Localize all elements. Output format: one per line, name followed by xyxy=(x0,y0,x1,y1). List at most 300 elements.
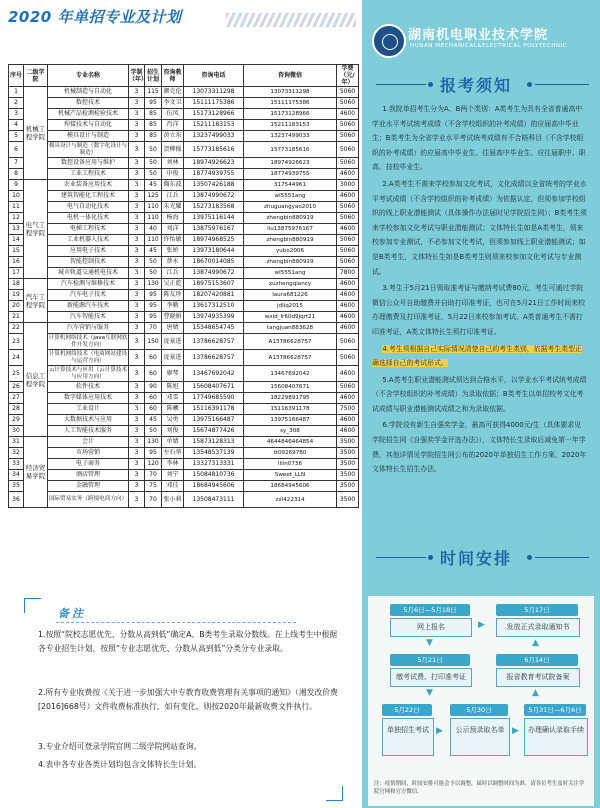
contact-phone-cell: 13548537139 xyxy=(184,448,244,459)
enrollment-plan-cell: 50 xyxy=(145,169,162,180)
arrow-down-icon: ▼ xyxy=(426,638,433,648)
contact-wechat-cell: 15608407671 xyxy=(244,382,337,393)
tuition-cell: 7800 xyxy=(337,268,359,279)
table-row xyxy=(9,235,359,246)
contact-phone-cell: 18974968525 xyxy=(184,235,244,246)
tuition-cell: 5060 xyxy=(337,235,359,246)
tuition-cell: 7500 xyxy=(337,404,359,415)
row-number-cell: 10 xyxy=(9,191,24,202)
contact-teacher-cell: 左石华 xyxy=(162,448,184,459)
contact-wechat-cell: jdliq2015 xyxy=(244,301,337,312)
duration-cell: 3 xyxy=(129,448,145,459)
contact-wechat-cell: lilin0736 xyxy=(244,459,337,470)
enrollment-plan-cell: 95 xyxy=(145,312,162,323)
row-number-cell: 22 xyxy=(9,323,24,334)
duration-cell: 3 xyxy=(129,191,145,202)
table-row xyxy=(9,312,359,323)
tuition-cell: 3500 xyxy=(337,437,359,448)
contact-wechat-cell: 18684945606 xyxy=(244,481,337,492)
header-cell: 学费（元/年） xyxy=(337,65,359,87)
contact-wechat-cell: 18974926623 xyxy=(244,158,337,169)
duration-cell: 3 xyxy=(129,312,145,323)
row-number-cell: 30 xyxy=(9,426,24,437)
contact-wechat-cell: 13073311298 xyxy=(244,87,337,98)
timeline-date: 5月30日 xyxy=(450,704,508,716)
contact-teacher-cell: 唐婧 xyxy=(162,323,184,334)
contact-phone-cell: 13975116144 xyxy=(184,213,244,224)
contact-teacher-cell: 刘宁 xyxy=(162,470,184,481)
table-row xyxy=(9,323,359,334)
contact-phone-cell: 15211183153 xyxy=(184,120,244,131)
contact-teacher-cell: 陶东波 xyxy=(162,180,184,191)
contact-phone-cell: 18684945606 xyxy=(184,481,244,492)
duration-cell: 3 xyxy=(129,87,145,98)
enrollment-plan-cell: 95 xyxy=(145,290,162,301)
contact-phone-cell: 18207420881 xyxy=(184,290,244,301)
contact-phone-cell: 18974926623 xyxy=(184,158,244,169)
contact-wechat-cell: 18229891795 xyxy=(244,393,337,404)
rule-item: 5.A类考生职业潜能测试须达到合格水平，以学业水平考试统考成绩（不含学校组织的补考成绩）为录取依据；B类考生以单招校考文化考试成绩与职业潜能测试成绩之和为录取依据。 xyxy=(372,375,587,413)
enrollment-plan-cell: 75 xyxy=(145,481,162,492)
table-row xyxy=(9,470,359,481)
arrow-right-icon: ▶ xyxy=(512,726,519,736)
page-title: 2020 年单招专业及计划 xyxy=(8,8,182,26)
contact-teacher-cell: 伍凤 xyxy=(162,109,184,120)
enrollment-plan-cell: 60 xyxy=(145,393,162,404)
duration-cell: 3 xyxy=(129,415,145,426)
tuition-cell: 4600 xyxy=(337,191,359,202)
duration-cell: 3 xyxy=(129,481,145,492)
duration-cell: 3 xyxy=(129,213,145,224)
contact-teacher-cell: 张小莉 xyxy=(162,492,184,508)
enrollment-plan-cell: 45 xyxy=(145,415,162,426)
row-number-cell: 18 xyxy=(9,279,24,290)
duration-cell: 3 xyxy=(129,350,145,366)
tuition-cell: 5060 xyxy=(337,246,359,257)
row-number-cell: 2 xyxy=(9,98,24,109)
tuition-cell: 3500 xyxy=(337,492,359,508)
table-row xyxy=(9,202,359,213)
row-number-cell: 35 xyxy=(9,481,24,492)
table-header-row xyxy=(9,65,359,87)
tuition-cell: 5060 xyxy=(337,158,359,169)
row-number-cell: 17 xyxy=(9,268,24,279)
table-row xyxy=(9,350,359,366)
duration-cell: 3 xyxy=(129,268,145,279)
tuition-cell: 3000 xyxy=(337,180,359,191)
notes-title: 备注 xyxy=(58,607,86,620)
contact-wechat-cell: 15111175386 xyxy=(244,98,337,109)
contact-phone-cell: 13617312510 xyxy=(184,301,244,312)
contact-teacher-cell: 江兵 xyxy=(162,268,184,279)
college-logo xyxy=(372,24,594,62)
duration-cell: 3 xyxy=(129,169,145,180)
tuition-cell: 5060 xyxy=(337,87,359,98)
plan-table xyxy=(8,64,359,508)
tuition-cell: 3500 xyxy=(337,459,359,470)
contact-teacher-cell: 单婧 xyxy=(162,437,184,448)
timeline-title-line-right xyxy=(535,557,589,558)
table-row xyxy=(9,448,359,459)
major-name-cell: 数控技术 xyxy=(48,98,129,109)
timeline-step: 网上报名 xyxy=(390,618,472,637)
row-number-cell: 16 xyxy=(9,257,24,268)
major-name-cell: 国际贸易实务（跨境电商方向） xyxy=(48,492,129,508)
row-number-cell: 26 xyxy=(9,382,24,393)
college-cell: 汽车工程学院 xyxy=(24,279,48,323)
major-name-cell: 数字媒体应用技术 xyxy=(48,393,129,404)
contact-wechat-cell: xuzhengqiancy xyxy=(244,279,337,290)
row-number-cell: 28 xyxy=(9,404,24,415)
duration-cell: 3 xyxy=(129,382,145,393)
major-name-cell: 金融管理 xyxy=(48,481,129,492)
major-name-cell: 应用电子技术 xyxy=(48,246,129,257)
enrollment-plan-cell: 50 xyxy=(145,158,162,169)
contact-phone-cell: 13974935399 xyxy=(184,312,244,323)
arrow-up-icon: ▲ xyxy=(532,638,539,648)
row-number-cell: 33 xyxy=(9,459,24,470)
table-row xyxy=(9,481,359,492)
duration-cell: 3 xyxy=(129,301,145,312)
row-number-cell: 36 xyxy=(9,492,24,508)
contact-teacher-cell: 李勤 xyxy=(162,301,184,312)
college-cell: 电气工程学院 xyxy=(24,180,48,279)
duration-cell: 3 xyxy=(129,142,145,158)
contact-teacher-cell: 申俊 xyxy=(162,169,184,180)
notes-corner-top-left xyxy=(24,598,41,613)
college-name-en: HUNAN MECHANICAL&ELECTRICAL POLYTECHNIC xyxy=(410,43,568,49)
enrollment-plan-cell: 120 xyxy=(145,459,162,470)
timeline-date: 5月31日—6月6日 xyxy=(524,704,586,716)
contact-teacher-cell: 吴勇 xyxy=(162,415,184,426)
enrollment-plan-cell: 60 xyxy=(145,350,162,366)
table-row xyxy=(9,98,359,109)
major-name-cell: 新能源汽车技术 xyxy=(48,301,129,312)
enrollment-plan-cell: 115 xyxy=(145,87,162,98)
timeline-step: 报省教育考试院备案 xyxy=(496,668,580,687)
contact-wechat-cell: A13786628757 xyxy=(244,334,337,350)
enrollment-plan-cell: 50 xyxy=(145,426,162,437)
contact-phone-cell: 15173128966 xyxy=(184,109,244,120)
row-number-cell: 25 xyxy=(9,366,24,382)
row-number-cell: 29 xyxy=(9,415,24,426)
enrollment-plan-cell: 110 xyxy=(145,202,162,213)
contact-phone-cell: 15348654745 xyxy=(184,323,244,334)
arrow-down-icon: ▼ xyxy=(426,688,433,698)
enrollment-plan-cell: 85 xyxy=(145,109,162,120)
contact-phone-cell: 13467692042 xyxy=(184,366,244,382)
duration-cell: 3 xyxy=(129,393,145,404)
major-name-cell: 大数据技术与应用 xyxy=(48,415,129,426)
enrollment-plan-cell: 125 xyxy=(145,191,162,202)
row-number-cell: 9 xyxy=(9,180,24,191)
timeline-date: 5月6日—5月18日 xyxy=(390,604,470,616)
contact-teacher-cell: 邓雪 xyxy=(162,393,184,404)
row-number-cell: 14 xyxy=(9,235,24,246)
duration-cell: 3 xyxy=(129,257,145,268)
major-name-cell: 数控设备应用与维护 xyxy=(48,158,129,169)
timeline-panel xyxy=(368,596,594,806)
contact-phone-cell: 13786628757 xyxy=(184,334,244,350)
contact-phone-cell: 13874990672 xyxy=(184,268,244,279)
row-number-cell: 7 xyxy=(9,158,24,169)
table-row xyxy=(9,169,359,180)
enrollment-plan-cell: 45 xyxy=(145,246,162,257)
row-number-cell: 27 xyxy=(9,393,24,404)
tuition-cell: 5060 xyxy=(337,350,359,366)
contact-wechat-cell: laura681226 xyxy=(244,290,337,301)
tuition-cell: 4600 xyxy=(337,279,359,290)
header-cell: 咨询教师 xyxy=(162,65,184,87)
timeline-step: 办理确认录取手续 xyxy=(524,718,588,756)
timeline-step: 公示预录取名单 xyxy=(450,718,510,756)
contact-phone-cell: 13875976167 xyxy=(184,224,244,235)
header-cell: 学制（年） xyxy=(129,65,145,87)
enrollment-plan-cell: 60 xyxy=(145,404,162,415)
enrollment-plan-cell: 130 xyxy=(145,437,162,448)
duration-cell: 3 xyxy=(129,158,145,169)
enrollment-plan-cell: 90 xyxy=(145,382,162,393)
enrollment-plan-cell: 110 xyxy=(145,235,162,246)
note-item: 2.所有专业收费按《关于进一步加强大中专教育收费管理有关事项的通知》（湘发改价费[2016]668号）文件收费标准执行，如有变化，则按2020年最新收费文件执行。 xyxy=(38,688,338,711)
duration-cell: 3 xyxy=(129,459,145,470)
contact-phone-cell: 13975166487 xyxy=(184,415,244,426)
rules-title-dot-left xyxy=(428,82,433,87)
timeline-date: 6月14日 xyxy=(496,654,578,666)
college-name-cn: 湖南机电职业技术学院 xyxy=(408,28,549,43)
contact-wechat-cell: 15116391178 xyxy=(244,404,337,415)
table-row xyxy=(9,301,359,312)
table-row xyxy=(9,437,359,448)
contact-teacher-cell: 李林 xyxy=(162,459,184,470)
tuition-cell: 4600 xyxy=(337,312,359,323)
college-cell: 信息工程学院 xyxy=(24,323,48,437)
contact-teacher-cell: 吴正乾 xyxy=(162,279,184,290)
contact-phone-cell: 15873128313 xyxy=(184,437,244,448)
rule-item: 2.A类考生不需来学校参加文化考试，文化成绩以全省统考的学业水平考试成绩（不含学校组织的补考成绩）为依据认定，但须参加学校组织的线上职业潜能测试（具体操作办法届时见学院招生网）；B类考生须来学校参加文化考试与职业潜能测试；文体特长生如是A类考生，须来校参加专业测试，不必参加文化考试，但须参加线上职业潜能测试；如是B类考生，文体特长生如是B类考生则须来校参加文化考试与专业测试。 xyxy=(372,179,587,276)
contact-teacher-cell: 庞景进 xyxy=(162,334,184,350)
contact-wechat-cell: wxid_lr60d9jqrt21 xyxy=(244,312,337,323)
contact-phone-cell: 15111175386 xyxy=(184,98,244,109)
contact-phone-cell: 13327313331 xyxy=(184,459,244,470)
contact-phone-cell: 18670014085 xyxy=(184,257,244,268)
enrollment-plan-cell: 40 xyxy=(145,224,162,235)
contact-teacher-cell: 蔡永 xyxy=(162,257,184,268)
tuition-cell: 4600 xyxy=(337,366,359,382)
tuition-cell: 4600 xyxy=(337,393,359,404)
table-row xyxy=(9,459,359,470)
contact-phone-cell: 15773185616 xyxy=(184,142,244,158)
row-number-cell: 20 xyxy=(9,301,24,312)
duration-cell: 3 xyxy=(129,224,145,235)
contact-phone-cell: 13973180644 xyxy=(184,246,244,257)
contact-teacher-cell: 朱光耀 xyxy=(162,202,184,213)
rule-item: 1.我院单招考生分为A、B两个类别：A类考生为具有全省普通高中学业水平考试统考成绩（不含学校组织的补考成绩）的应届高中毕业生；B类考生为全省学业水平考试统考成绩有不合格科目（不含学校组织的补考成绩）的应届高中毕业生、往届高中毕业生、应往届职中、职高、技校毕业生。 xyxy=(372,105,586,172)
duration-cell: 3 xyxy=(129,109,145,120)
contact-wechat-cell: 15773185616 xyxy=(244,142,337,158)
contact-wechat-cell: Sweet_LLN xyxy=(244,470,337,481)
contact-phone-cell: 13508473111 xyxy=(184,492,244,508)
row-number-cell: 12 xyxy=(9,213,24,224)
duration-cell: 3 xyxy=(129,235,145,246)
contact-teacher-cell: 贺柳操 xyxy=(162,142,184,158)
rules-body xyxy=(372,102,587,479)
duration-cell: 3 xyxy=(129,492,145,508)
major-name-cell: 模具设计与制造 xyxy=(48,131,129,142)
table-row xyxy=(9,290,359,301)
timeline-date: 5月17日 xyxy=(496,604,578,616)
contact-teacher-cell: 肖洋 xyxy=(162,120,184,131)
timeline-step: 发放正式录取通知书 xyxy=(496,618,580,637)
table-row xyxy=(9,246,359,257)
table-row xyxy=(9,404,359,415)
timeline-date: 5月21日 xyxy=(390,654,470,666)
tuition-cell: 5060 xyxy=(337,142,359,158)
contact-phone-cell: 17749685590 xyxy=(184,393,244,404)
major-name-cell: 电气自动化技术 xyxy=(48,202,129,213)
tuition-cell: 5060 xyxy=(337,257,359,268)
contact-teacher-cell: 张娇 xyxy=(162,246,184,257)
major-name-cell: 农业装备应用技术 xyxy=(48,180,129,191)
major-name-cell: 工业机器人技术 xyxy=(48,235,129,246)
note-item: 1.按照“院校志愿优先、分数从高到低”确定A、B类考生录取分数线。在上线考生中根据各专业招生计划，按照“专业志愿优先、分数从高到低”分类分专业录取。 xyxy=(38,630,338,653)
major-name-cell: 汽车检测与维修技术 xyxy=(48,279,129,290)
duration-cell: 3 xyxy=(129,437,145,448)
row-number-cell: 4 xyxy=(9,120,24,131)
tuition-cell: 4600 xyxy=(337,109,359,120)
major-name-cell: 计算机网络技术（java互联网软件开发方向） xyxy=(48,334,128,348)
major-name-cell: 汽车智能技术 xyxy=(48,312,129,323)
note-item: 4.表中各专业各类计划均包含文体特长生计划。 xyxy=(38,760,202,769)
major-name-cell: 机械产品检测检验技术 xyxy=(48,109,129,120)
timeline-note: 注：疫情期间，时间安排可能会予以调整，届时以调整时间为准，请各位考生及时关注学院官网和官方微信。 xyxy=(374,781,585,795)
major-name-cell: 工业设计 xyxy=(48,404,129,415)
tuition-cell: 5060 xyxy=(337,213,359,224)
major-name-cell: 软件技术 xyxy=(48,382,129,393)
tuition-cell: 3500 xyxy=(337,481,359,492)
contact-phone-cell: 18975153607 xyxy=(184,279,244,290)
enrollment-plan-cell: 95 xyxy=(145,301,162,312)
header-cell: 招生计划 xyxy=(145,65,162,87)
contact-teacher-cell: 庞景进 xyxy=(162,350,184,366)
enrollment-plan-cell: 50 xyxy=(145,257,162,268)
duration-cell: 3 xyxy=(129,334,145,350)
rule-item: 6.学院设有新生自强奖学金，最高可获得4000元/生（具体要求见学院招生网《自强奖学金评选办法》），文体特长生录取后减免第一年学费，其他详情见学院招生网公布的2020年单独招生工作方案、2020年文体特长生招生办法。 xyxy=(372,421,587,474)
duration-cell: 3 xyxy=(129,246,145,257)
enrollment-plan-cell: 110 xyxy=(145,213,162,224)
duration-cell: 3 xyxy=(129,366,145,382)
enrollment-plan-cell: 130 xyxy=(145,279,162,290)
contact-phone-cell: 13073311298 xyxy=(184,87,244,98)
enrollment-plan-cell: 95 xyxy=(145,98,162,109)
timeline-title: 时间安排 xyxy=(440,549,513,568)
duration-cell: 3 xyxy=(129,98,145,109)
contact-phone-cell: 13786628757 xyxy=(184,350,244,366)
rules-title: 报考须知 xyxy=(440,76,513,95)
enrollment-plan-cell: 70 xyxy=(145,470,162,481)
contact-wechat-cell: 13237499033 xyxy=(244,131,337,142)
header-cell: 二级学院 xyxy=(24,65,48,87)
row-number-cell: 13 xyxy=(9,224,24,235)
table-row xyxy=(9,213,359,224)
contact-teacher-cell: 廖琴 xyxy=(162,366,184,382)
rule-highlight: 4.考生须根据自己实际情况清楚自己的考生类别，依据考生类型正确选择自己的考试形式。 xyxy=(372,344,582,368)
rules-title-dot-right xyxy=(527,82,532,87)
contact-wechat-cell: 317544961 xyxy=(244,180,337,191)
enrollment-plan-cell: 70 xyxy=(145,492,162,508)
contact-wechat-cell: zxl422314 xyxy=(244,492,337,508)
rules-title-line-right xyxy=(535,84,589,85)
contact-phone-cell: 15273183568 xyxy=(184,202,244,213)
duration-cell: 3 xyxy=(129,131,145,142)
contact-teacher-cell: 陈旭 xyxy=(162,382,184,393)
timeline-date: 5月22日 xyxy=(382,704,432,716)
arrow-right-icon: ▶ xyxy=(478,620,485,630)
contact-teacher-cell: 陈友珍 xyxy=(162,290,184,301)
table-row xyxy=(9,393,359,404)
timeline-title-line-left xyxy=(376,557,426,558)
enrollment-plan-cell: 60 xyxy=(145,366,162,382)
header-cell: 序号 xyxy=(9,65,24,87)
row-number-cell: 1 xyxy=(9,87,24,98)
major-name-cell: 计算机网络技术（电商网站建设与运营方向） xyxy=(48,350,128,364)
major-name-cell: 城市轨道交通机电技术 xyxy=(48,268,129,279)
tuition-cell: 5060 xyxy=(337,131,359,142)
row-number-cell: 6 xyxy=(9,142,24,158)
major-name-cell: 人工智能技术服务 xyxy=(48,426,129,437)
table-row xyxy=(9,366,359,382)
contact-phone-cell: 13237499033 xyxy=(184,131,244,142)
major-name-cell: 市场营销 xyxy=(48,448,129,459)
table-row xyxy=(9,334,359,350)
table-row xyxy=(9,268,359,279)
major-name-cell: 工业工程技术 xyxy=(48,169,129,180)
duration-cell: 3 xyxy=(129,404,145,415)
tuition-cell: 3500 xyxy=(337,470,359,481)
row-number-cell: 34 xyxy=(9,470,24,481)
contact-teacher-cell: 刘俊 xyxy=(162,426,184,437)
major-name-cell: 模具设计与制造（数字化设计与制造） xyxy=(48,142,128,156)
timeline-step: 单独招生考试 xyxy=(382,718,434,756)
tuition-cell: 4600 xyxy=(337,301,359,312)
rule-item: 3.考生于5月21日领取准考证与缴纳考试费80元，考生可通过学院微信公众号自助缴费并自助打印准考证，也可在5月21日工作时间来校办理缴费及打印准考证，5月22日来校参加考试。A类普通考生不需打印准考证，A类文体特长生须打印准考证。 xyxy=(372,284,585,336)
table-row xyxy=(9,415,359,426)
table-row xyxy=(9,492,359,508)
contact-wechat-cell: tangjuan883628 xyxy=(244,323,337,334)
contact-wechat-cell: wl5551ang xyxy=(244,191,337,202)
major-name-cell: 电子商务 xyxy=(48,459,129,470)
table-row xyxy=(9,382,359,393)
row-number-cell: 24 xyxy=(9,350,24,366)
row-number-cell: 5 xyxy=(9,131,24,142)
table-row xyxy=(9,224,359,235)
contact-wechat-cell: A13786628757 xyxy=(244,350,337,366)
major-name-cell: 会计 xyxy=(48,437,129,448)
duration-cell: 3 xyxy=(129,426,145,437)
header-cell: 咨询微信 xyxy=(244,65,337,87)
header-cell: 咨询电话 xyxy=(184,65,244,87)
tuition-cell: 4600 xyxy=(337,224,359,235)
row-number-cell: 11 xyxy=(9,202,24,213)
contact-phone-cell: 18774939755 xyxy=(184,169,244,180)
duration-cell: 3 xyxy=(129,470,145,481)
major-name-cell: 电梯工程技术 xyxy=(48,224,129,235)
note-item: 3.专业介绍可登录学院官网二级学院网站查询。 xyxy=(38,742,202,751)
table-body xyxy=(9,87,359,508)
major-name-cell: 机械制造与自动化 xyxy=(48,87,129,98)
college-cell: 机械工程学院 xyxy=(24,87,48,180)
duration-cell: 3 xyxy=(129,180,145,191)
